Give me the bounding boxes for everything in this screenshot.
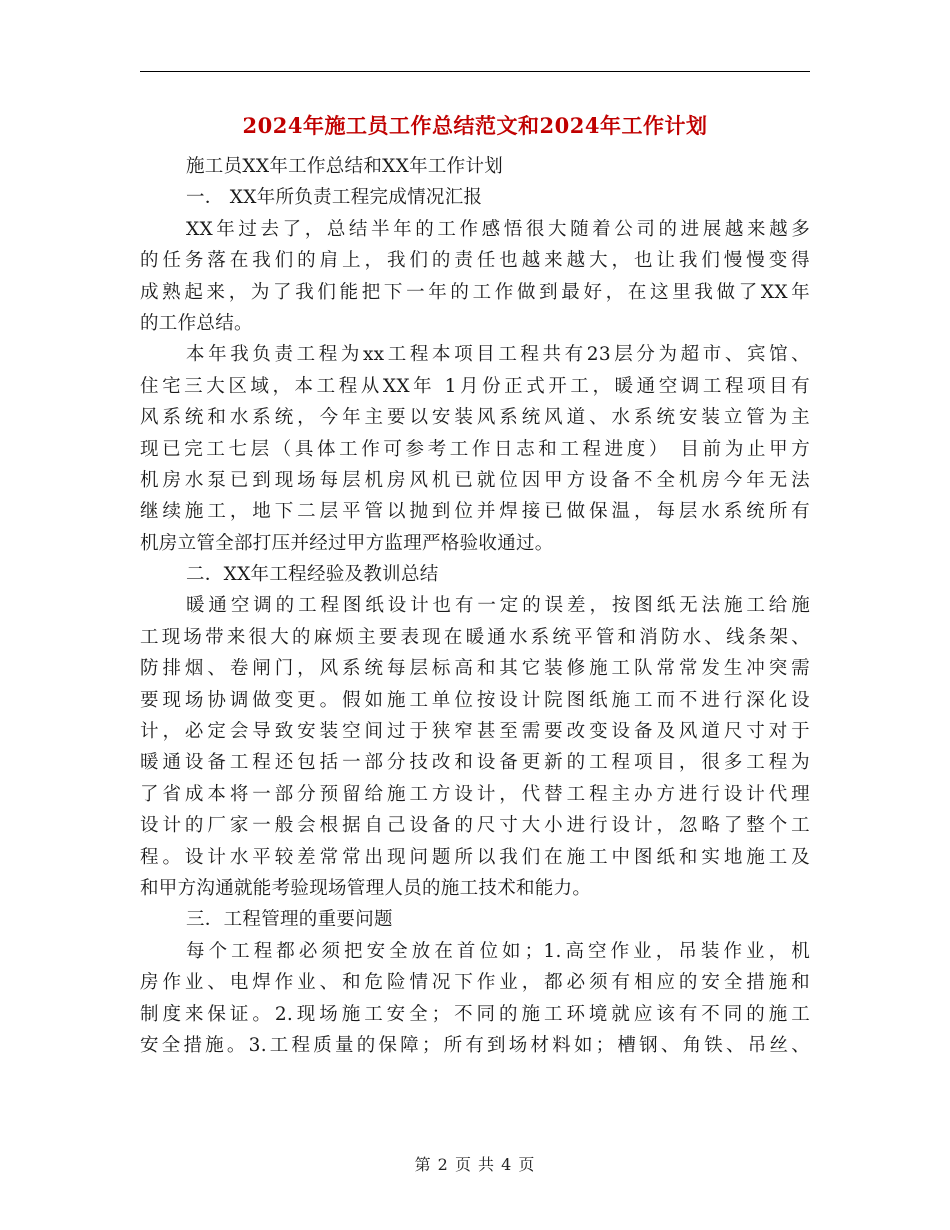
paragraph-line: 机房水泵已到现场每层机房风机已就位因甲方设备不全机房今年无法 <box>140 469 810 491</box>
section-heading-3: 三．工程管理的重要问题 <box>186 909 393 931</box>
paragraph-line: 每个工程都必须把安全放在首位如；1.高空作业，吊装作业，机 <box>186 940 810 962</box>
paragraph-line: 暖通设备工程还包括一部分技改和设备更新的工程项目，很多工程为 <box>140 752 810 774</box>
paragraph-line: 成熟起来，为了我们能把下一年的工作做到最好，在这里我做了XX年 <box>140 281 810 303</box>
paragraph-line: 房作业、电焊作业、和危险情况下作业，都必须有相应的安全措施和 <box>140 972 810 994</box>
paragraph-line: 住宅三大区域，本工程从XX年 1月份正式开工，暖通空调工程项目有 <box>140 375 810 397</box>
document-title: 2024年施工员工作总结范文和2024年工作计划 <box>242 113 708 138</box>
header-rule <box>140 71 810 72</box>
paragraph-line: 安全措施。3.工程质量的保障；所有到场材料如；槽钢、角铁、吊丝、 <box>140 1034 810 1056</box>
section-heading-1: 一． XX年所负责工程完成情况汇报 <box>186 187 483 209</box>
paragraph-line: 现已完工七层（具体工作可参考工作日志和工程进度） 目前为止甲方 <box>140 438 810 460</box>
paragraph-line: 的工作总结。 <box>140 312 253 334</box>
paragraph-line: 风系统和水系统，今年主要以安装风系统风道、水系统安装立管为主 <box>140 407 810 429</box>
paragraph-line: 设计的厂家一般会根据自己设备的尺寸大小进行设计，忽略了整个工 <box>140 815 810 837</box>
subtitle-line: 施工员XX年工作总结和XX年工作计划 <box>186 156 504 177</box>
paragraph-line: 了省成本将一部分预留给施工方设计，代替工程主办方进行设计代理 <box>140 783 810 805</box>
page-number-footer: 第 2 页 共 4 页 <box>414 1155 536 1174</box>
paragraph-line: 本年我负责工程为xx工程本项目工程共有23层分为超市、宾馆、 <box>186 344 810 366</box>
paragraph-line: 计，必定会导致安装空间过于狭窄甚至需要改变设备及风道尺寸对于 <box>140 721 810 743</box>
paragraph-line: 防排烟、卷闸门，风系统每层标高和其它装修施工队常常发生冲突需 <box>140 658 810 680</box>
paragraph-line: 制度来保证。2.现场施工安全；不同的施工环境就应该有不同的施工 <box>140 1003 810 1025</box>
paragraph-line: 和甲方沟通就能考验现场管理人员的施工技术和能力。 <box>140 877 592 899</box>
paragraph-line: 的任务落在我们的肩上，我们的责任也越来越大，也让我们慢慢变得 <box>140 250 810 272</box>
paragraph-line: 机房立管全部打压并经过甲方监理严格验收通过。 <box>140 532 554 554</box>
paragraph-line: XX年过去了，总结半年的工作感悟很大随着公司的进展越来越多 <box>186 218 810 240</box>
paragraph-line: 工现场带来很大的麻烦主要表现在暖通水系统平管和消防水、线条架、 <box>140 626 810 648</box>
paragraph-line: 程。设计水平较差常常出现问题所以我们在施工中图纸和实地施工及 <box>140 846 810 868</box>
document-body <box>140 151 810 1061</box>
paragraph-line: 要现场协调做变更。假如施工单位按设计院图纸施工而不进行深化设 <box>140 689 810 711</box>
section-heading-2: 二．XX年工程经验及教训总结 <box>186 564 439 586</box>
paragraph-line: 继续施工，地下二层平管以抛到位并焊接已做保温，每层水系统所有 <box>140 501 810 523</box>
paragraph-line: 暖通空调的工程图纸设计也有一定的误差，按图纸无法施工给施 <box>186 595 810 617</box>
